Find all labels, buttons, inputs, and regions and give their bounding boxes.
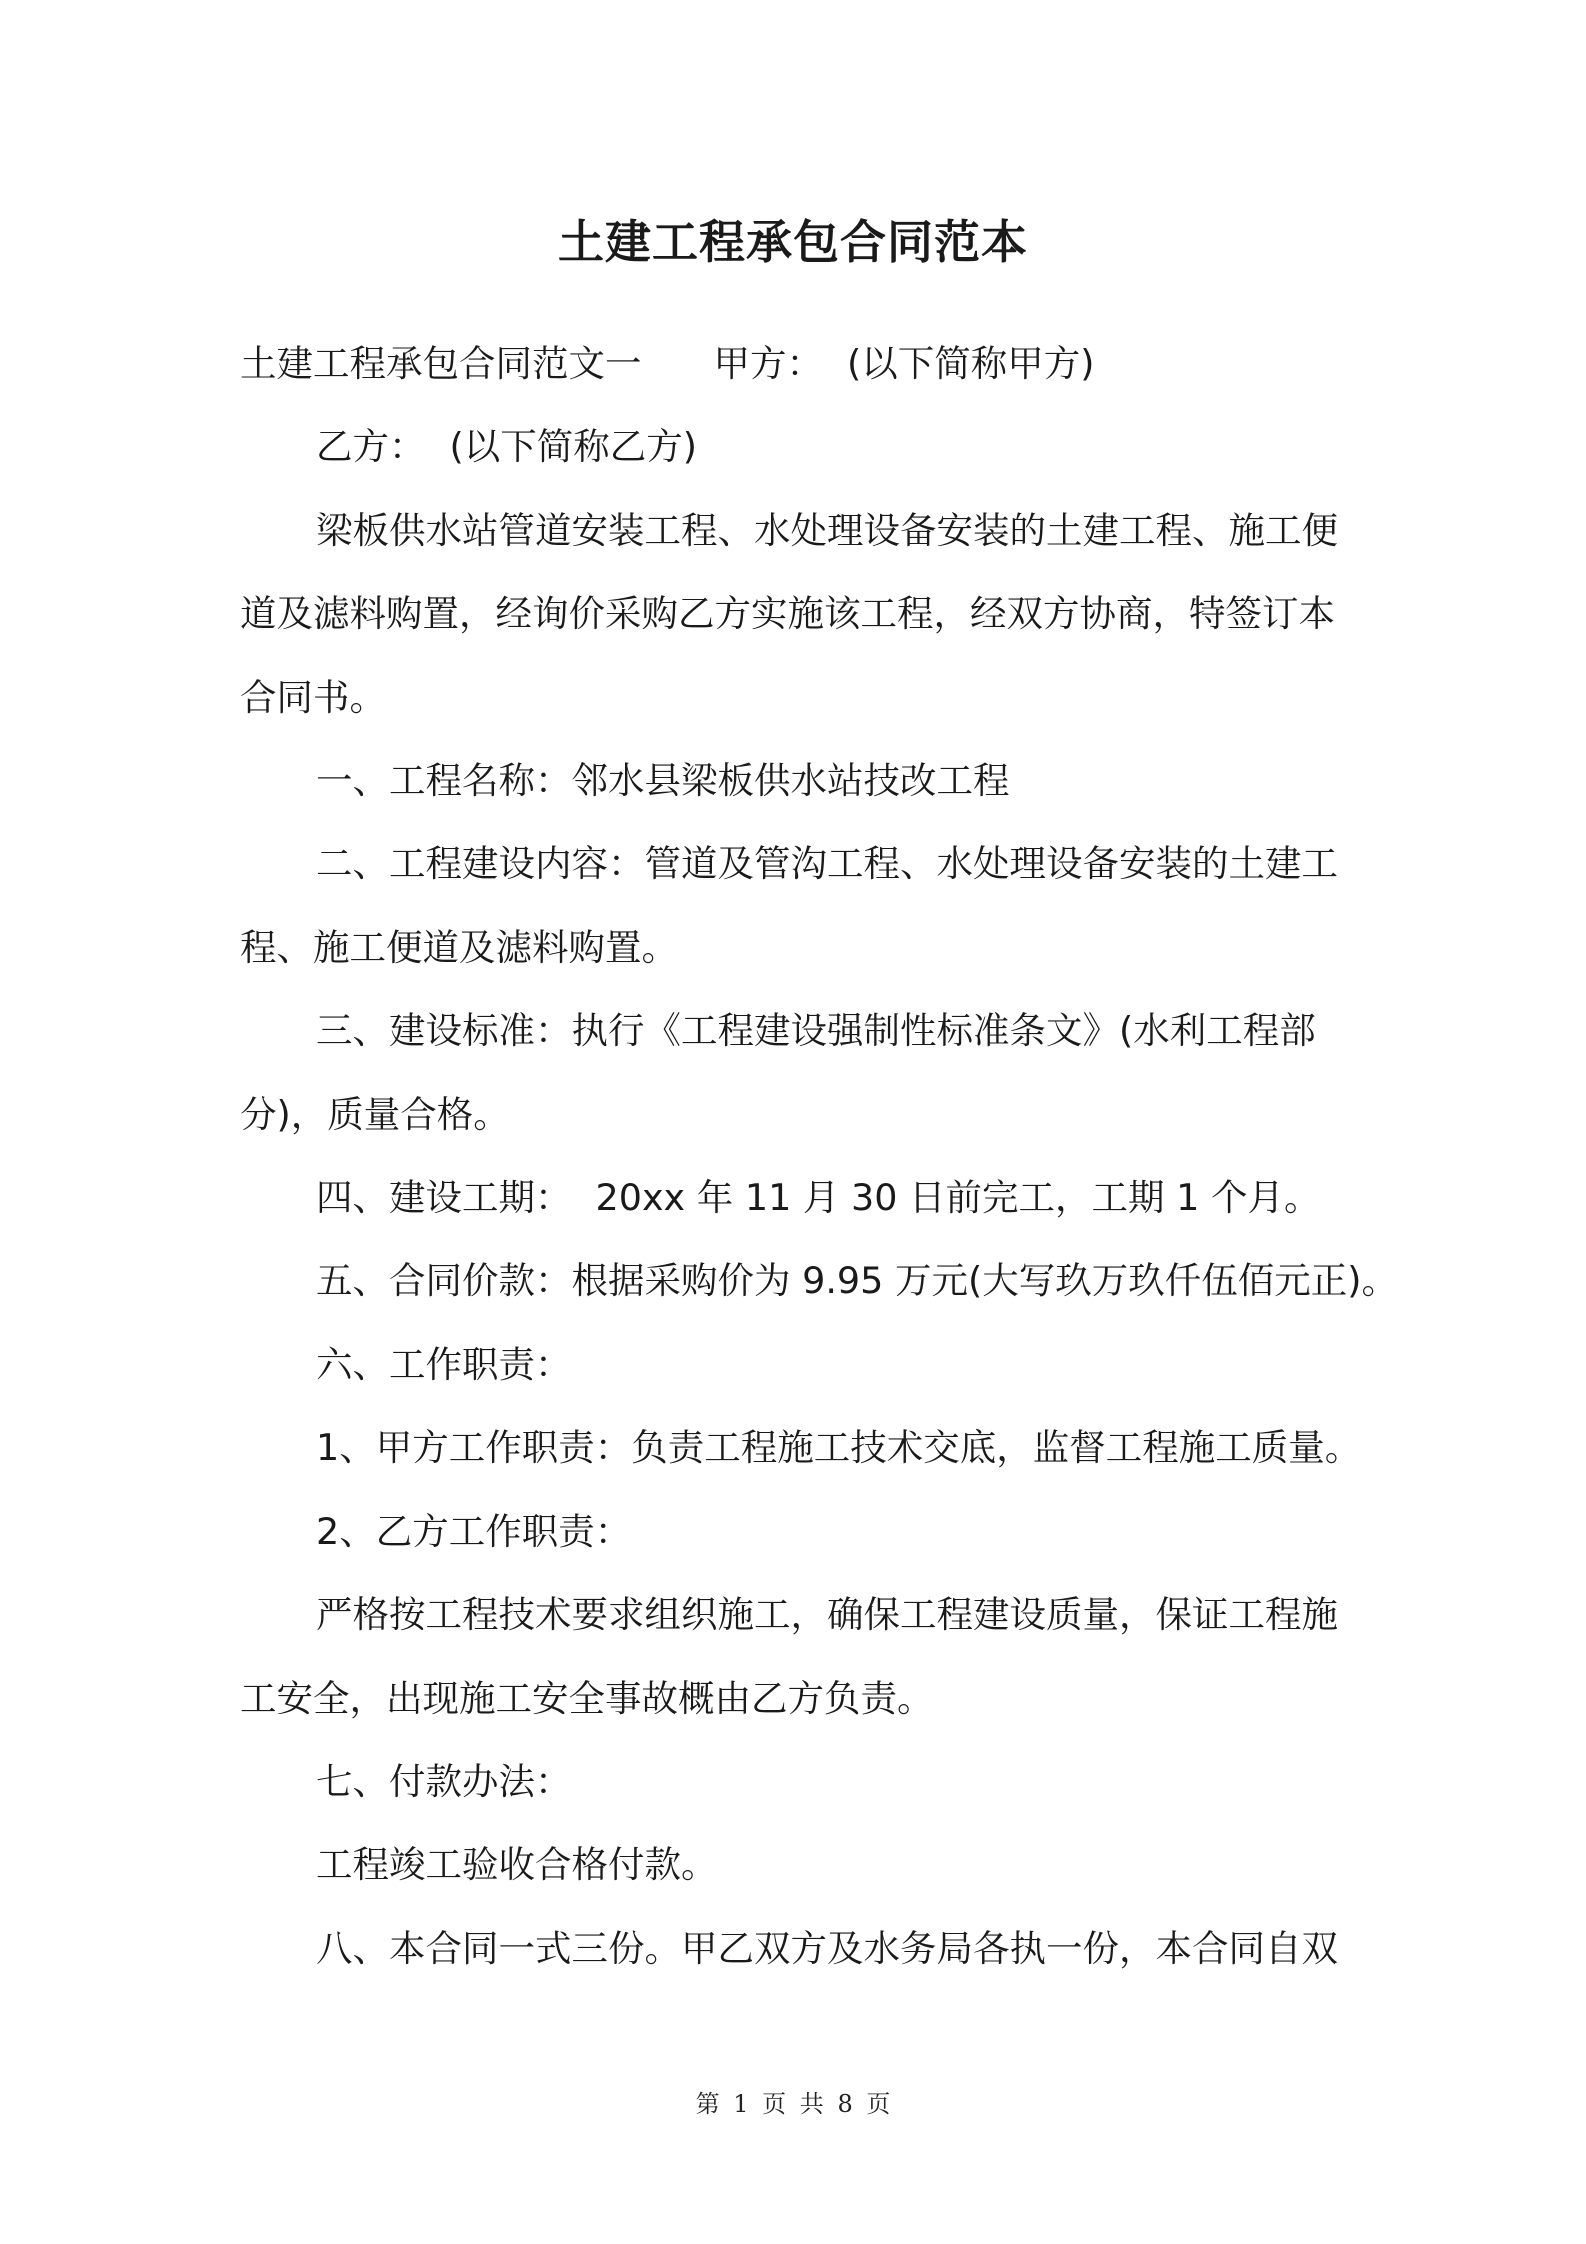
contract-heading-line [240,322,1370,405]
paragraph-line: 工程竣工验收合格付款。 [316,1843,718,1887]
paragraph-line: 梁板供水站管道安装工程、水处理设备安装的土建工程、施工便 [316,508,1338,552]
document-title: 土建工程承包合同范本 [558,215,1028,269]
clause-value: 20xx 年 11 月 30 日前完工，工期 1 个月。 [595,1176,1321,1220]
party-a-note: (以下简称甲方) [847,342,1095,385]
clause-construction-period [240,1156,1370,1239]
party-b-line [240,405,1370,488]
paragraph-line: 道及滤料购置，经询价采购乙方实施该工程，经双方协商，特签订本 [240,592,1335,636]
clause-responsibilities: 六、工作职责： [316,1342,572,1386]
paragraph-line: 程、施工便道及滤料购置。 [240,925,678,969]
paragraph-line: 合同书。 [240,675,386,719]
clause-construction-content: 二、工程建设内容：管道及管沟工程、水处理设备安装的土建工 [316,842,1338,886]
paragraph-line: 分)，质量合格。 [240,1092,510,1136]
clause-construction-standard: 三、建设标准：执行《工程建设强制性标准条文》(水利工程部 [316,1009,1316,1053]
clause-label: 四、建设工期： [316,1176,572,1220]
party-b-note: (以下简称乙方) [449,425,697,469]
clause-contract-price: 五、合同价款：根据采购价为 9.95 万元(大写玖万玖仟伍佰元正)。 [316,1259,1398,1303]
contract-subtitle: 土建工程承包合同范文一 [240,342,642,385]
clause-party-b-duties: 2、乙方工作职责： [316,1509,632,1553]
clause-party-a-duties: 1、甲方工作职责：负责工程施工技术交底，监督工程施工质量。 [316,1426,1362,1470]
party-a-label: 甲方： [713,342,823,385]
document-body [240,322,1398,1990]
page-number-footer: 第 1 页 共 8 页 [695,2090,891,2118]
clause-payment-method: 七、付款办法： [316,1759,572,1803]
party-b-label: 乙方： [316,425,426,469]
paragraph-line: 工安全，出现施工安全事故概由乙方负责。 [240,1676,934,1720]
paragraph-line: 严格按工程技术要求组织施工，确保工程建设质量，保证工程施 [316,1593,1338,1637]
clause-project-name: 一、工程名称：邻水县梁板供水站技改工程 [316,759,1010,803]
clause-copies: 八、本合同一式三份。甲乙双方及水务局各执一份，本合同自双 [316,1926,1338,1970]
